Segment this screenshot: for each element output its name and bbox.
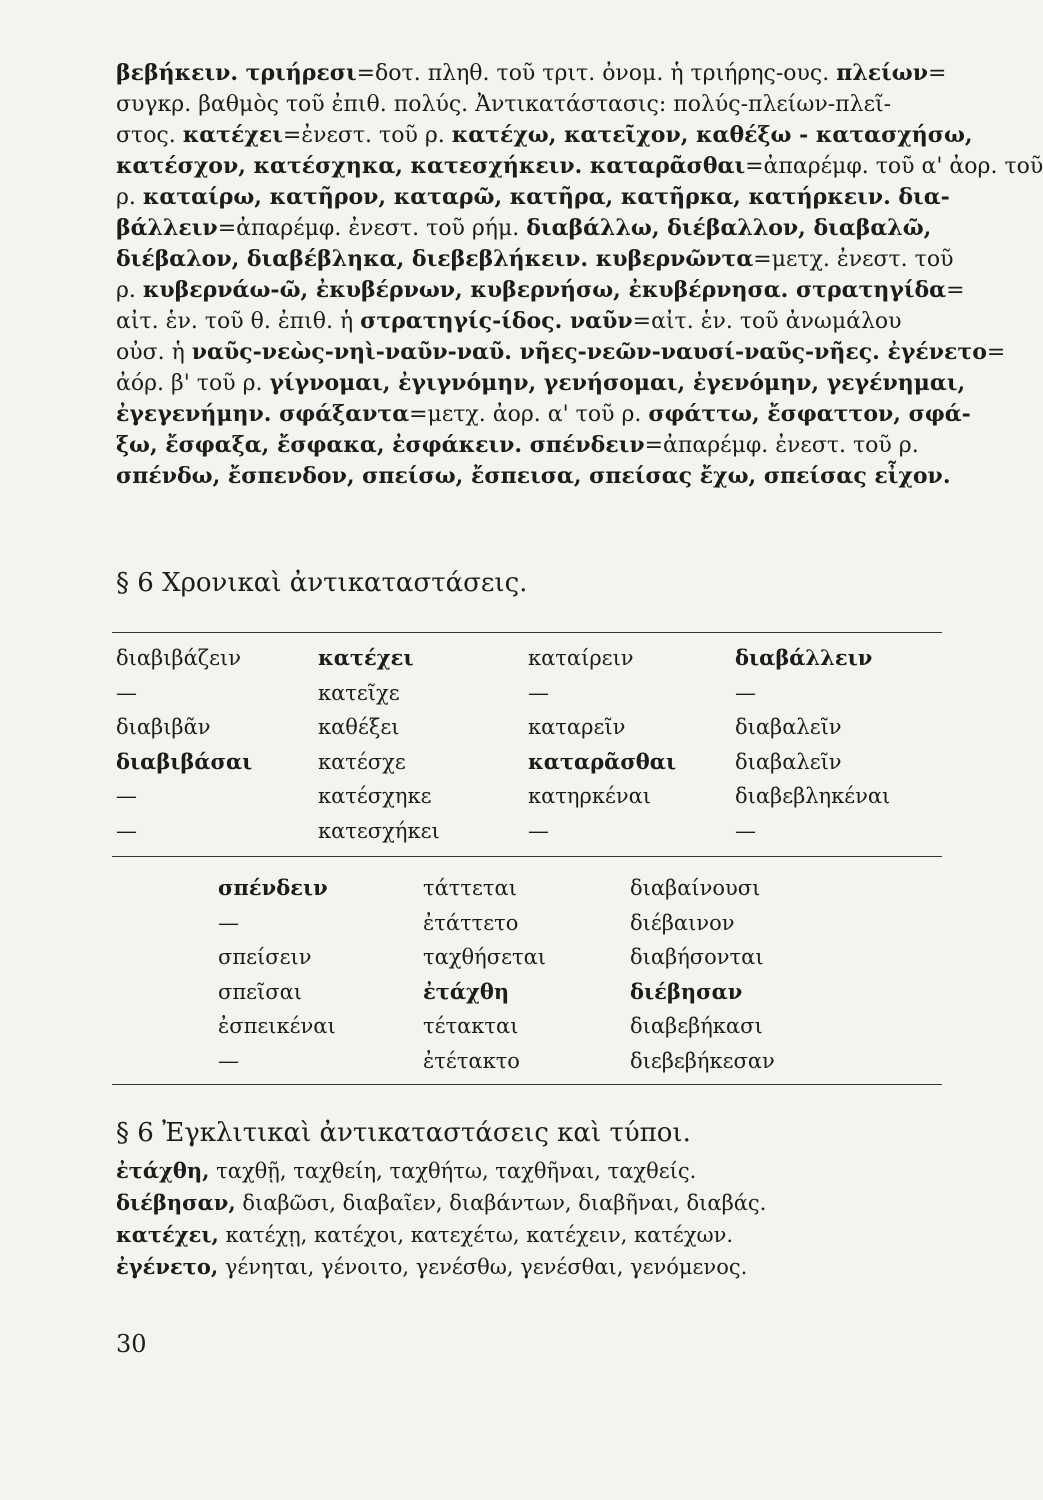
table-cell: — (116, 680, 137, 705)
form-lemma: διέβησαν, (116, 1190, 236, 1215)
table-cell: κατέσχε (318, 749, 406, 774)
paragraph-segment: =αἰτ. ἑν. τοῦ ἀνωμάλου (632, 309, 902, 334)
mood-forms-list (116, 1155, 946, 1283)
paragraph-line (116, 213, 946, 244)
paragraph-segment: διέβαλον, διαβέβληκα, διεβεβλήκειν. κυβερνῶντα (116, 246, 754, 272)
paragraph-segment: = (986, 340, 1006, 365)
table-cell: ἐτάχθη (423, 978, 510, 1004)
table-cell: κατεσχήκει (318, 818, 440, 843)
table-cell: διαβαλεῖν (735, 715, 842, 739)
paragraph-segment: γίγνομαι, ἐγιγνόμην, γενήσομαι, ἐγενόμην, γεγένημαι, (269, 370, 966, 396)
paragraph-segment: ἐγεγενήμην. σφάξαντα (116, 401, 410, 427)
table-cell: σπεῖσαι (218, 979, 302, 1004)
table-cell: διαβεβήκασι (630, 1014, 763, 1038)
paragraph-line (116, 399, 971, 430)
table-cell: σπείσειν (218, 945, 312, 969)
form-row (116, 1187, 946, 1219)
form-variants: κατέχῃ, κατέχοι, κατεχέτω, κατέχειν, κατέχων. (218, 1223, 734, 1247)
paragraph-line (116, 368, 966, 399)
paragraph-line (116, 461, 951, 492)
table-cell: — (218, 910, 239, 935)
paragraph-segment: αἰτ. ἑν. τοῦ θ. ἐπιθ. ἡ (116, 309, 361, 334)
table-cell: διαβάλλειν (735, 645, 873, 670)
paragraph-segment: σφάττω, ἔσφαττον, σφά- (648, 401, 971, 427)
paragraph-segment: =μετχ. ἀορ. α' τοῦ ρ. (409, 402, 649, 427)
paragraph-segment: =δοτ. πληθ. τοῦ τριτ. ὀνομ. ἡ τριήρης-ους. (356, 61, 837, 86)
paragraph-line (116, 337, 1006, 368)
table-cell: καταρᾶσθαι (528, 748, 677, 774)
table-cell: σπένδειν (218, 875, 328, 900)
table-cell: καθέξει (318, 715, 400, 739)
form-variants: γένηται, γένοιτο, γενέσθω, γενέσθαι, γενόμενος. (218, 1255, 748, 1279)
table-cell: κατέσχηκε (318, 784, 432, 808)
table-cell: διαβιβᾶν (116, 715, 211, 739)
form-lemma: ἐτάχθη, (116, 1158, 210, 1183)
table-cell: — (528, 818, 549, 843)
table-cell: διαβαλεῖν (735, 749, 842, 774)
paragraph-segment: =ἀπαρέμφ. τοῦ α' ἀορ. τοῦ (745, 154, 1043, 179)
table-cell: — (116, 818, 137, 843)
paragraph-line (116, 244, 954, 275)
table-cell: ἐσπεικέναι (218, 1014, 336, 1038)
paragraph-line (116, 151, 1043, 182)
paragraph-segment: ναῦς-νεὼς-νηὶ-ναῦν-ναῦ. νῆες-νεῶν-ναυσί-ναῦς-νῆες. ἐγένετο (191, 339, 987, 365)
paragraph-segment: ρ. (116, 278, 143, 303)
paragraph-segment: ξω, ἔσφαξα, ἔσφακα, ἐσφάκειν. σπένδειν (116, 432, 645, 458)
paragraph-line (116, 182, 950, 213)
table-cell: καταρεῖν (528, 715, 626, 739)
table-cell: καταίρειν (528, 646, 634, 670)
paragraph-segment: κατέσχον, κατέσχηκα, κατεσχήκειν. καταρᾶσθαι (116, 153, 746, 179)
table-cell: — (116, 784, 137, 808)
table-cell: κατεῖχε (318, 680, 400, 705)
paragraph-segment: κατέχει (182, 122, 283, 148)
table-cell: ἐτάττετο (423, 910, 519, 935)
paragraph-segment: ρ. (116, 185, 143, 210)
paragraph-line (116, 120, 973, 151)
paragraph-line (116, 275, 965, 306)
table-cell: διαβήσονται (630, 945, 764, 969)
table-cell: — (735, 680, 756, 705)
table-rule-bottom (112, 1084, 942, 1085)
paragraph-line (116, 58, 946, 89)
form-row (116, 1251, 946, 1283)
table-cell: διαβαίνουσι (630, 876, 761, 900)
paragraph-segment: οὐσ. ἡ (116, 340, 192, 365)
paragraph-segment: =ἐνεστ. τοῦ ρ. (282, 123, 452, 148)
paragraph-line (116, 89, 946, 120)
paragraph-segment: κατέχω, κατεῖχον, καθέξω - κατασχήσω, (451, 122, 973, 148)
paragraph-segment: στρατηγίς-ίδος. ναῦν (360, 308, 633, 334)
table-cell: διαβιβάσαι (116, 748, 253, 774)
table-cell: διέβαινον (630, 910, 735, 935)
paragraph-segment: σπένδω, ἔσπενδον, σπείσω, ἔσπεισα, σπείσας ἔχω, σπείσας εἶχον. (116, 463, 951, 489)
form-variants: διαβῶσι, διαβαῖεν, διαβάντων, διαβῆναι, διαβάς. (235, 1191, 767, 1215)
table-cell: ἐτέτακτο (423, 1048, 520, 1073)
form-row (116, 1155, 946, 1187)
table-cell: τάττεται (423, 876, 517, 900)
paragraph-segment: = (946, 278, 965, 303)
table-cell: — (218, 1048, 239, 1073)
table-cell: — (528, 680, 549, 705)
table-cell: κατέχει (318, 645, 414, 670)
paragraph-segment: συγκρ. βαθμὸς τοῦ ἐπιθ. πολύς. Ἀντικατάστασις: πολύς-πλείων-πλεῖ- (116, 92, 892, 117)
table-cell: διέβησαν (630, 978, 743, 1004)
paragraph-segment: διαβάλλω, διέβαλλον, διαβαλῶ, (526, 215, 932, 241)
glossary-paragraph (116, 58, 1043, 492)
paragraph-segment: καταίρω, κατῆρον, καταρῶ, κατῆρα, κατῆρκα, κατήρκειν. δια- (142, 184, 950, 210)
table-cell: ταχθήσεται (423, 945, 546, 969)
paragraph-segment: =ἀπαρέμφ. ἐνεστ. τοῦ ρήμ. (217, 216, 527, 241)
table-rule-middle (112, 856, 942, 857)
paragraph-segment: ἀόρ. β' τοῦ ρ. (116, 371, 270, 396)
paragraph-line (116, 430, 946, 461)
form-variants: ταχθῇ, ταχθείη, ταχθήτω, ταχθῆναι, ταχθείς. (209, 1159, 697, 1183)
section-heading-mood-substitutions: § 6 Ἐγκλιτικαὶ ἀντικαταστάσεις καὶ τύποι. (116, 1118, 691, 1148)
paragraph-line (116, 306, 946, 337)
paragraph-segment: στος. (116, 123, 183, 148)
paragraph-segment: =ἀπαρέμφ. ἐνεστ. τοῦ ρ. (644, 433, 919, 458)
paragraph-segment: = (928, 61, 947, 86)
table-cell: — (735, 818, 756, 843)
table-cell: διεβεβήκεσαν (630, 1048, 775, 1073)
table-cell: τέτακται (423, 1014, 519, 1038)
paragraph-segment: κυβερνάω-ῶ, ἐκυβέρνων, κυβερνήσω, ἐκυβέρνησα. στρατηγίδα (142, 277, 947, 303)
page-number: 30 (116, 1330, 147, 1358)
form-row (116, 1219, 946, 1251)
form-lemma: κατέχει, (116, 1222, 219, 1247)
paragraph-segment: =μετχ. ἐνεστ. τοῦ (753, 247, 954, 272)
form-lemma: ἐγένετο, (116, 1254, 219, 1279)
table-cell: διαβεβληκέναι (735, 784, 891, 808)
paragraph-segment: βάλλειν (116, 215, 218, 241)
paragraph-segment: βεβήκειν. τριήρεσι (116, 60, 357, 86)
paragraph-segment: πλείων (836, 60, 928, 86)
table-rule-top (112, 632, 942, 633)
table-cell: κατηρκέναι (528, 784, 652, 808)
section-heading-tense-substitutions: § 6 Χρονικαὶ ἀντικαταστάσεις. (116, 568, 528, 598)
table-cell: διαβιβάζειν (116, 646, 242, 670)
